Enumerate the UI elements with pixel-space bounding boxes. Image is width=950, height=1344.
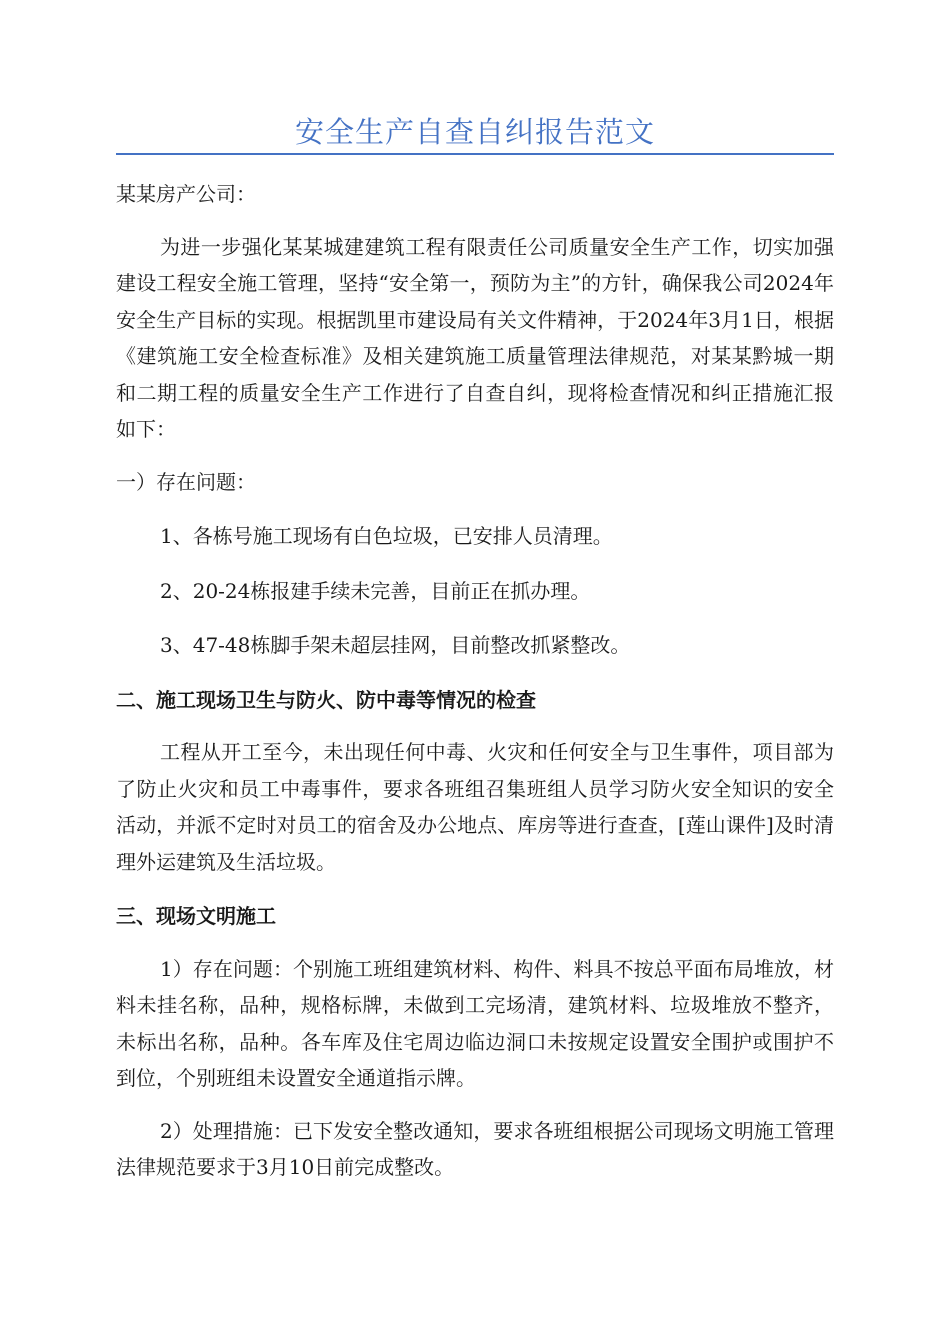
section1-item: 1、各栋号施工现场有白色垃圾，已安排人员清理。 [160,524,613,548]
intro-paragraph: 为进一步强化某某城建建筑工程有限责任公司质量安全生产工作，切实加强建设工程安全施工管理，坚持“安全第一，预防为主”的方针，确保我公司2024年安全生产目标的实现。根据凯里市建设局有关文件精神，于2024年3月1日，根据《建筑施工安全检查标准》及相关建筑施工质量管理法律规范，对某某黔城一期和二期工程的质量安全生产工作进行了自查自纠，现将检查情况和纠正措施汇报如下： [116,234,834,441]
section3-heading: 三、现场文明施工 [116,904,276,928]
section1-item: 2、20-24栋报建手续未完善，目前正在抓办理。 [160,578,591,603]
document-title: 安全生产自查自纠报告范文 [294,115,655,149]
section1-item: 3、47-48栋脚手架未超层挂网，目前整改抓紧整改。 [160,633,631,657]
section3-measure: 2）处理措施：已下发安全整改通知，要求各班组根据公司现场文明施工管理法律规范要求于3月10日前完成整改。 [116,1118,834,1179]
section2-heading: 二、施工现场卫生与防火、防中毒等情况的检查 [116,687,536,712]
document-body [116,170,834,1186]
section2-body: 工程从开工至今，未出现任何中毒、火灾和任何安全与卫生事件，项目部为了防止火灾和员工中毒事件，要求各班组召集班组人员学习防火安全知识的安全活动，并派不定时对员工的宿舍及办公地点、库房等进行查查，[莲山课件]及时清理外运建筑及生活垃圾。 [116,740,834,874]
salutation: 某某房产公司： [116,182,256,206]
title-underline [116,153,834,155]
section3-problem: 1）存在问题：个别施工班组建筑材料、构件、料具不按总平面布局堆放，材料未挂名称，品种，规格标牌，未做到工完场清，建筑材料、垃圾堆放不整齐，未标出名称，品种。各车库及住宅周边临边洞口未按规定设置安全围护或围护不到位，个别班组未设置安全通道指示牌。 [116,956,834,1090]
section1-heading: 一）存在问题： [116,469,256,494]
